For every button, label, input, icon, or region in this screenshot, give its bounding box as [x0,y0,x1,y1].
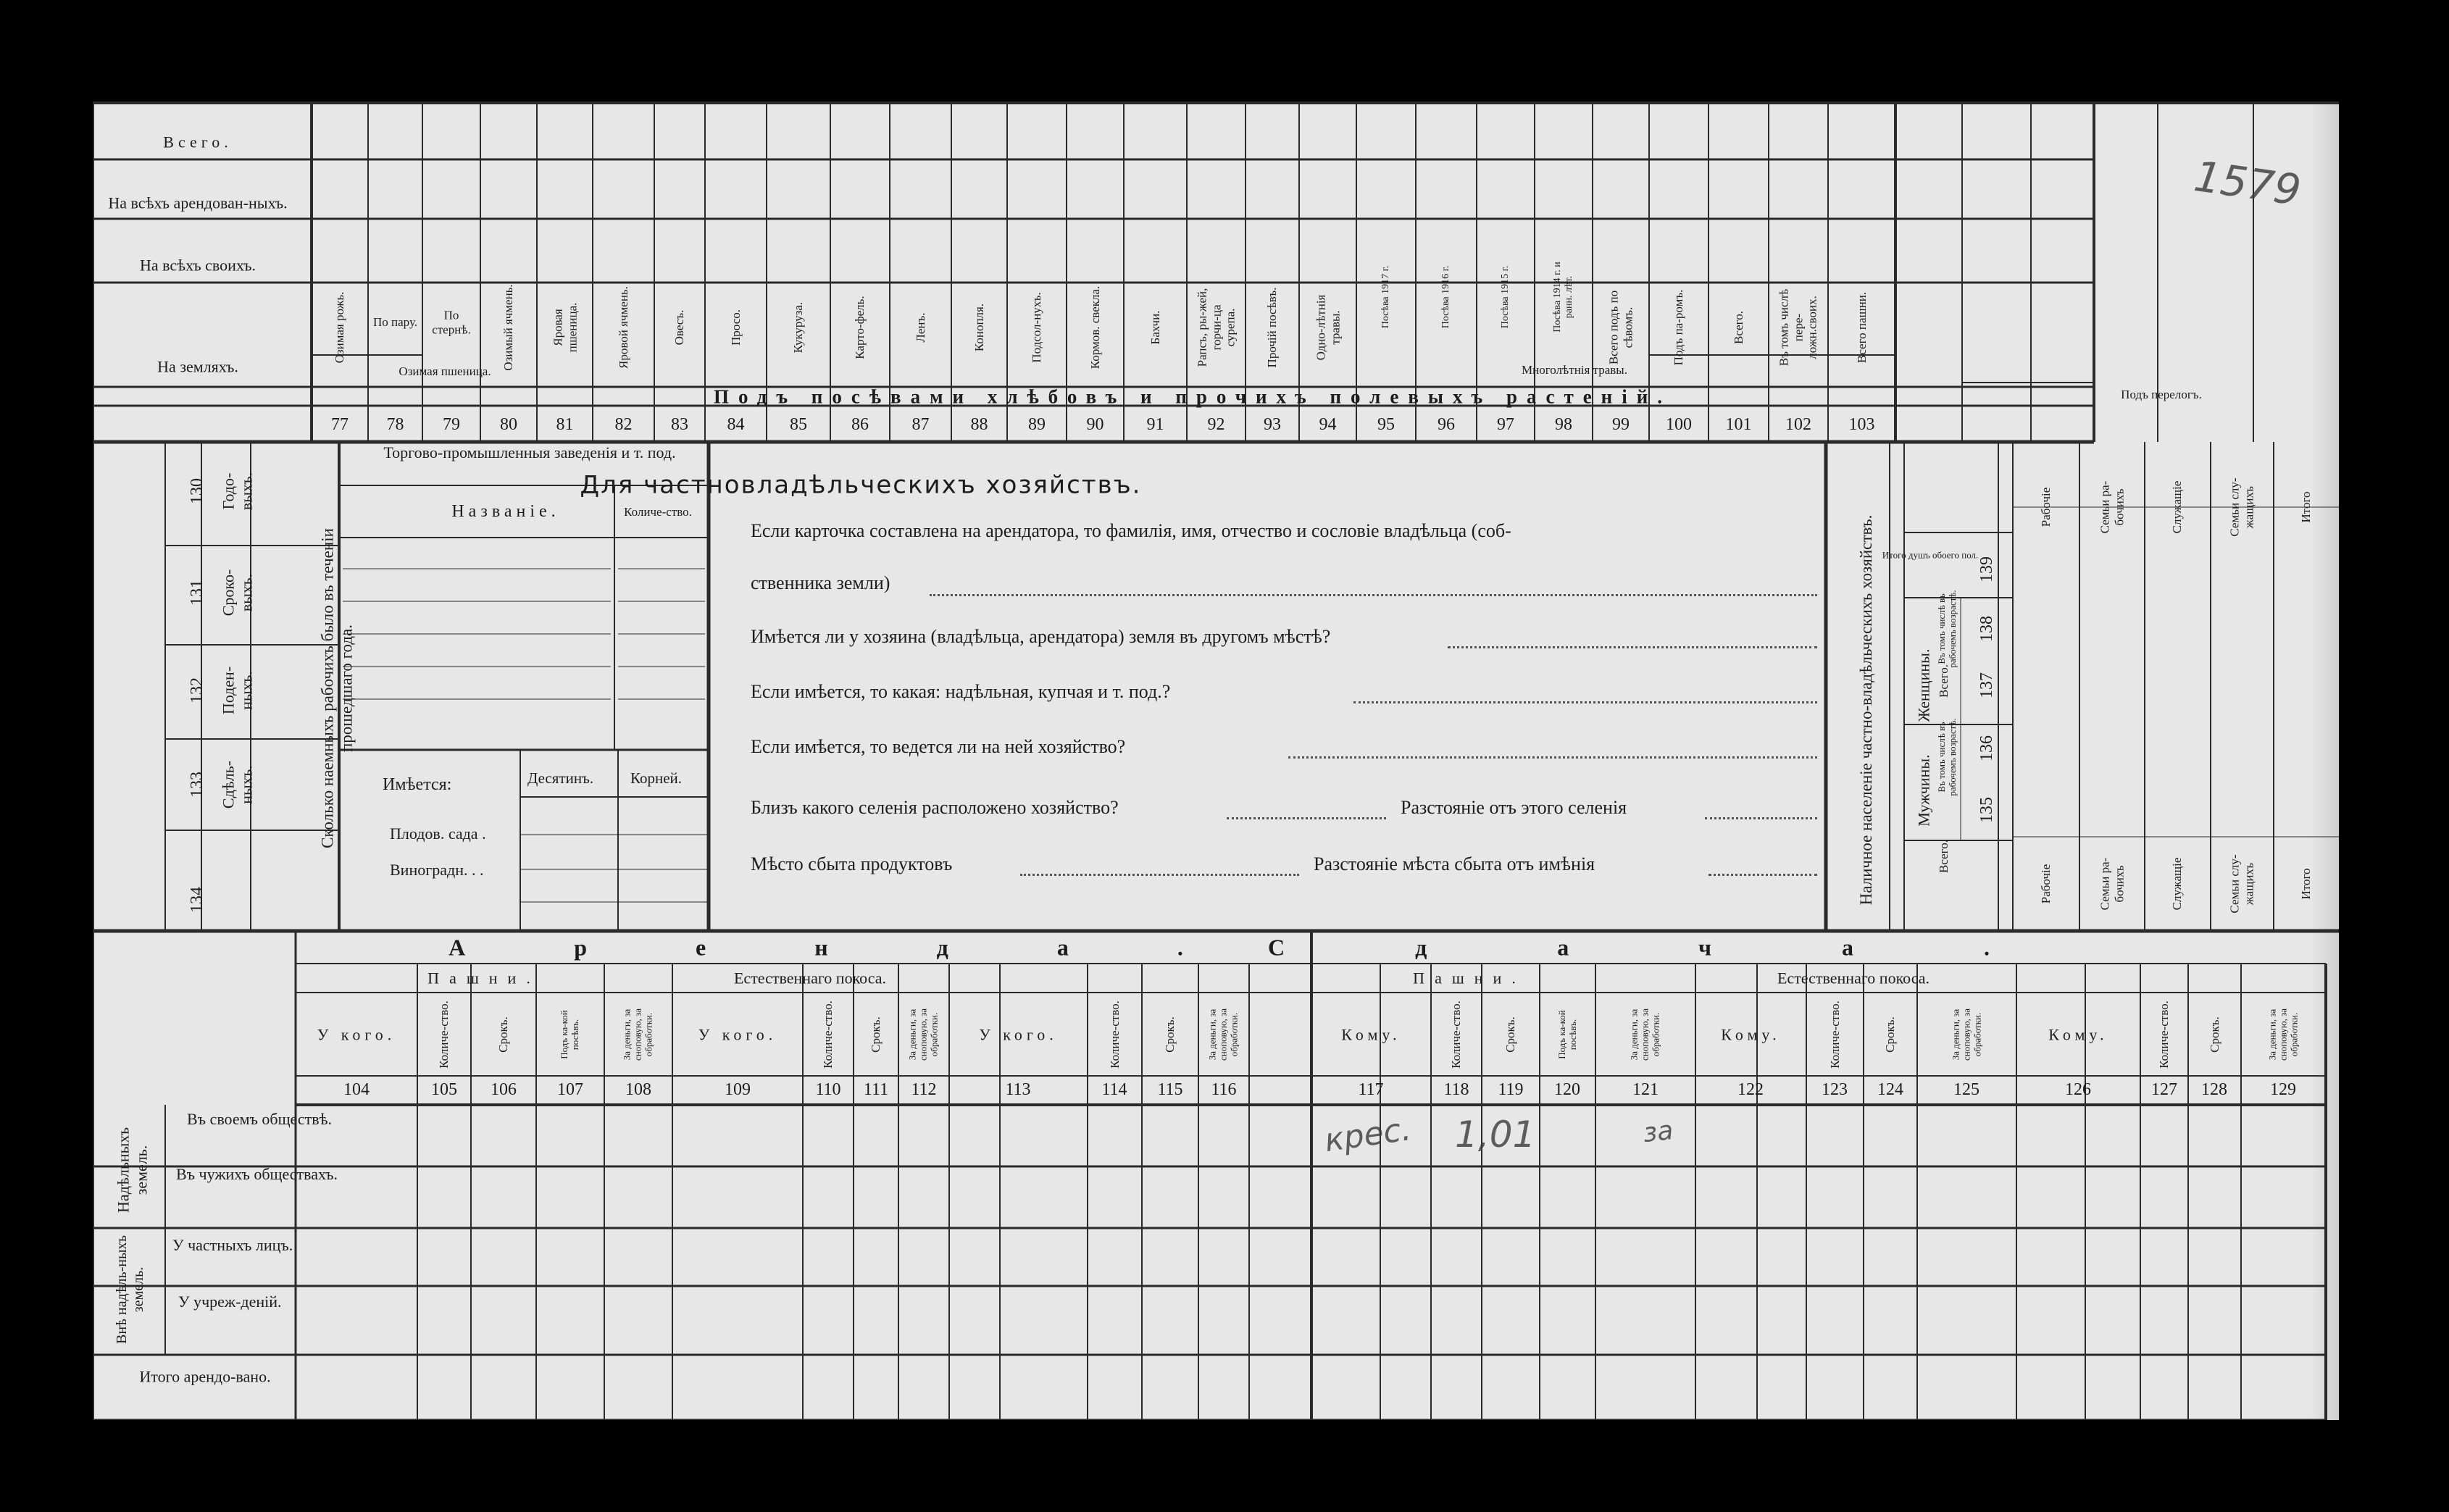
crop-col-header: Посѣва 1917 г. [1380,265,1391,329]
crop-col-number: 85 [790,415,807,435]
lease-col-number: 108 [625,1080,651,1100]
population-col: Семьи слу-жащихъ [2227,854,2256,914]
pop-num: 135 [1977,797,1997,823]
crop-col-header: Озимая рожь. [333,291,347,364]
crop-col-header: Посѣва 1916 г. [1440,265,1451,329]
pop-total: Всего. [1937,840,1951,873]
crop-col-header: Кормов. свекла. [1088,285,1102,369]
lease-col-header: Подъ ка-кой посѣвъ. [559,1010,580,1059]
lease-col-number: 128 [2201,1080,2227,1100]
lease-subheader: Пашни. [427,969,541,987]
pop-num: 139 [1977,556,1997,582]
crop-col-number: 89 [1028,415,1046,435]
lease-subheader: Пашни. [1413,969,1526,987]
lease-col-number: 116 [1211,1080,1237,1100]
q2: Имѣется ли у хозяина (владѣльца, арендатора) земля въ другомъ мѣстѣ? [751,626,1331,647]
fallow-label: Подъ перелогъ. [2121,388,2202,402]
population-col: Семьи слу-жащихъ [2227,477,2256,537]
population-col: Семьи ра-бочихъ [2098,480,2126,534]
crop-col-number: 83 [671,415,688,435]
lease-col-number: 114 [1101,1080,1127,1100]
population-side: Наличное населеніе частно-владѣльческихъ хозяйствъ. [1856,514,1875,906]
winter-wheat-label: Озимая пшеница. [399,364,491,379]
hired-num: 130 [188,478,207,504]
lease-row: У учреж-деній. [178,1292,282,1311]
crop-col-header: Всего пашни. [1854,291,1869,364]
crop-col-header: Одно-лѣтнія травы. [1313,294,1342,361]
lease-col-number: 117 [1358,1080,1384,1100]
lease-col-header: Срокъ. [496,1016,511,1053]
lease-col-header: Срокъ. [1883,1016,1898,1053]
row-own-label: На всѣхъ своихъ. [140,256,256,275]
hired-num: 131 [188,580,207,606]
crop-col-number: 98 [1555,415,1572,435]
crop-col-header: Карто-фель. [853,296,867,359]
lease-col-number: 118 [1443,1080,1469,1100]
orchard-vineyards: Виноградн. . . [390,861,484,879]
crop-col-number: 97 [1497,415,1514,435]
q6: Мѣсто сбыта продуктовъ [751,853,953,874]
population-col: Семьи ра-бочихъ [2098,857,2126,911]
pop-num: 137 [1977,672,1997,698]
crop-col-number: 99 [1612,415,1630,435]
lease-subheader: Естественнаго покоса. [733,969,887,987]
lease-col-number: 111 [863,1080,889,1100]
crop-col-number: 84 [727,415,745,435]
population-col: Итого [2299,491,2314,523]
orchard-has: Имѣется: [383,775,452,794]
hired-annual: Годо-выхъ. [219,472,256,511]
q1b: ственника земли) [751,572,890,593]
hired-piece: Сдѣль-ныхъ. [219,760,256,809]
lease-row: У частныхъ лицъ. [172,1236,293,1254]
lease-col-number: 121 [1632,1080,1659,1100]
row-lands-label: На земляхъ. [157,357,238,376]
handwritten-note: 1,01 [1455,1114,1536,1156]
crop-col-header: Посѣва 1914 г. и ранн. лѣт. [1551,262,1574,333]
crop-col-number: 87 [911,415,930,435]
lease-col-header: За деньги, за сноповую, за обработки. [2266,1008,2299,1061]
q5b: Разстояніе отъ этого селенія [1401,797,1627,818]
lease-col-number: 126 [2065,1080,2091,1100]
q5: Близъ какого селенія расположено хозяйство? [751,797,1119,818]
lease-col-header: Количе-ство. [2157,1001,2171,1069]
lease-col-header: За деньги, за сноповую, за обработки. [1950,1008,1982,1061]
pop-incl: Въ томъ числѣ въ рабочемъ возрастѣ. [1936,718,1958,796]
crop-col-number: 94 [1319,415,1337,435]
pop-num: 136 [1977,735,1997,761]
arenda-title: Аренда. [449,934,1292,961]
crop-col-number: 80 [500,415,517,435]
pop-women: Женщины. [1914,648,1933,722]
lease-row: Въ своемъ обществѣ. [187,1110,333,1128]
lease-col-header: Количе-ство. [1449,1001,1464,1069]
crop-col-number: 92 [1207,415,1225,435]
crop-banner: Подъ посѣвами хлѣбовъ и прочихъ полевыхъ растеній. [713,385,1672,408]
crop-col-number: 79 [443,415,460,435]
crop-col-header: Яровая пшеница. [550,302,579,353]
lease-group: Внѣ надѣль-ныхъ земель. [114,1235,146,1344]
lease-col-number: 127 [2151,1080,2177,1100]
pop-total: Всего. [1937,664,1951,698]
hired-num: 133 [188,772,207,798]
crop-col-number: 86 [851,415,869,435]
crop-col-header: Посѣва 1915 г. [1499,265,1511,329]
crop-col-header: Яровой ячмень. [616,286,630,369]
lease-col-header: У кого. [979,1025,1058,1044]
crop-col-header: Конопля. [972,303,986,352]
lease-col-number: 124 [1877,1080,1903,1100]
row-leased-label: На всѣхъ арендован-ныхъ. [108,193,288,212]
crop-col-number: 96 [1438,415,1455,435]
crop-col-number: 81 [556,415,574,435]
lease-row: Въ чужихъ обществахъ. [176,1165,338,1183]
lease-col-number: 113 [1005,1080,1031,1100]
orchard-dess: Десятинъ. [527,769,594,787]
crop-col-header: Овесъ. [672,309,687,346]
population-col: Служащіе [2170,857,2185,911]
lease-col-header: Количе-ство. [821,1001,835,1069]
lease-col-number: 107 [557,1080,583,1100]
crop-col-number: 103 [1848,415,1875,435]
crop-col-header: Всего. [1731,311,1745,344]
hired-side-label: Сколько наемныхъ рабочихъ было въ теченіи прошедшаго года. [318,528,356,848]
lease-col-header: За деньги, за сноповую, за обработки. [906,1008,940,1061]
pop-num: 138 [1977,616,1997,642]
lease-col-number: 129 [2270,1080,2296,1100]
lease-col-number: 109 [725,1080,751,1100]
crop-col-header: Озимый ячмень. [501,284,516,371]
lease-col-header: У кого. [317,1025,396,1044]
crop-col-number: 77 [331,415,349,435]
crop-col-number: 93 [1264,415,1281,435]
q4: Если имѣется, то ведется ли на ней хозяйство? [751,736,1126,757]
lease-col-number: 115 [1157,1080,1183,1100]
crop-col-header: По пару. [373,315,417,330]
lease-group: Надѣльныхъ земель. [114,1127,151,1213]
crop-col-header: Бахчи. [1148,310,1162,345]
population-col: Рабочіе [2039,487,2053,527]
hired-term: Сроко-выхъ. [219,569,256,617]
hired-daily: Поден-ныхъ. [219,666,256,715]
crop-col-number: 90 [1086,415,1104,435]
lease-row-total: Итого арендо-вано. [139,1367,271,1386]
perennial-label: Многолѣтнія травы. [1522,363,1627,377]
crop-col-number: 91 [1146,415,1164,435]
card-number: 1579 [2191,151,2304,215]
pop-incl: Въ томъ числѣ въ рабочемъ возрастѣ. [1936,590,1958,668]
crop-col-header: По стернѣ. [432,308,471,336]
handwritten-note: крес. [1322,1110,1414,1160]
crop-col-number: 100 [1666,415,1692,435]
lease-col-header: Подъ ка-кой посѣвъ. [1556,1010,1578,1059]
hired-num: 132 [188,677,207,703]
population-col: Итого [2299,868,2314,900]
crop-col-header: Просо. [728,309,743,346]
crop-col-header: Подъ па-ромъ. [1672,289,1686,366]
lease-subheader: Естественнаго покоса. [1777,969,1930,987]
q1: Если карточка составлена на арендатора, то фамилія, имя, отчество и сословіе владѣльца (соб- [751,520,1511,541]
lease-col-header: Срокъ. [1163,1016,1177,1053]
lease-col-header: Количе-ство. [1107,1001,1122,1069]
lease-col-number: 112 [911,1080,937,1100]
row-total-label: Всего. [163,133,233,151]
crop-col-number: 102 [1785,415,1811,435]
pop-total-souls: Итого душъ обоего пол. [1882,549,1979,561]
lease-col-header: За деньги, за сноповую, за обработки. [621,1008,654,1061]
lease-col-number: 125 [1953,1080,1979,1100]
trade-name-col: Названіе. [451,502,560,522]
lease-col-header: Срокъ. [2207,1016,2221,1053]
crop-col-header: Ленъ. [913,312,927,343]
lease-col-header: Количе-ство. [437,1001,451,1069]
handwritten-note: за [1641,1115,1675,1149]
lease-col-header: Кому. [2048,1025,2108,1044]
population-col: Рабочіе [2039,864,2053,904]
lease-col-number: 106 [491,1080,517,1100]
lease-col-header: Срокъ. [869,1016,883,1053]
population-col: Служащіе [2170,480,2185,534]
crop-col-number: 101 [1725,415,1752,435]
crop-col-header: Подсол-нухъ. [1030,292,1044,363]
lease-col-number: 105 [431,1080,457,1100]
q6b: Разстояніе мѣста сбыта отъ имѣнія [1314,853,1595,874]
lease-col-header: За деньги, за сноповую, за обработки. [1628,1008,1661,1061]
lease-col-header: Кому. [1341,1025,1401,1044]
trade-title: Торгово-промышленныя заведенія и т. под. [383,443,676,461]
orchard-roots: Корней. [630,769,683,787]
lease-col-header: За деньги, за сноповую, за обработки. [1206,1008,1240,1061]
crop-col-header: Въ томъ числѣ пере-ложн.своих. [1777,288,1819,367]
private-title: Для частновладѣльческихъ хозяйствъ. [580,470,1142,500]
crop-col-header: Всего подъ по сѣвомъ. [1606,290,1635,365]
lease-col-header: Срокъ. [1503,1016,1518,1053]
crop-col-number: 95 [1377,415,1395,435]
q3: Если имѣется, то какая: надѣльная, купчая и т. под.? [751,681,1171,702]
crop-col-header: Прочій посѣвъ. [1265,287,1280,368]
orchard-orchards: Плодов. сада . [390,824,486,843]
sdacha-title: Сдача. [1267,934,2121,961]
trade-qty-col: Количе-ство. [624,505,692,519]
lease-col-number: 104 [343,1080,370,1100]
pop-men: Мужчины. [1914,754,1933,827]
crop-col-number: 78 [386,415,404,435]
lease-col-number: 122 [1737,1080,1764,1100]
lease-col-number: 110 [815,1080,841,1100]
census-card [93,101,2339,1420]
crop-col-header: Кукуруза. [791,301,806,354]
crop-col-header: Рапсъ, ры-жей, горчи-ца сурепа. [1195,288,1238,367]
lease-col-number: 123 [1822,1080,1848,1100]
crop-col-number: 88 [970,415,988,435]
lease-col-header: Кому. [1721,1025,1781,1044]
hired-num: 134 [188,887,207,913]
lease-col-header: Количе-ство. [1827,1001,1842,1069]
lease-col-number: 119 [1498,1080,1524,1100]
lease-col-number: 120 [1554,1080,1580,1100]
crop-col-number: 82 [614,415,633,435]
lease-col-header: У кого. [698,1025,777,1044]
